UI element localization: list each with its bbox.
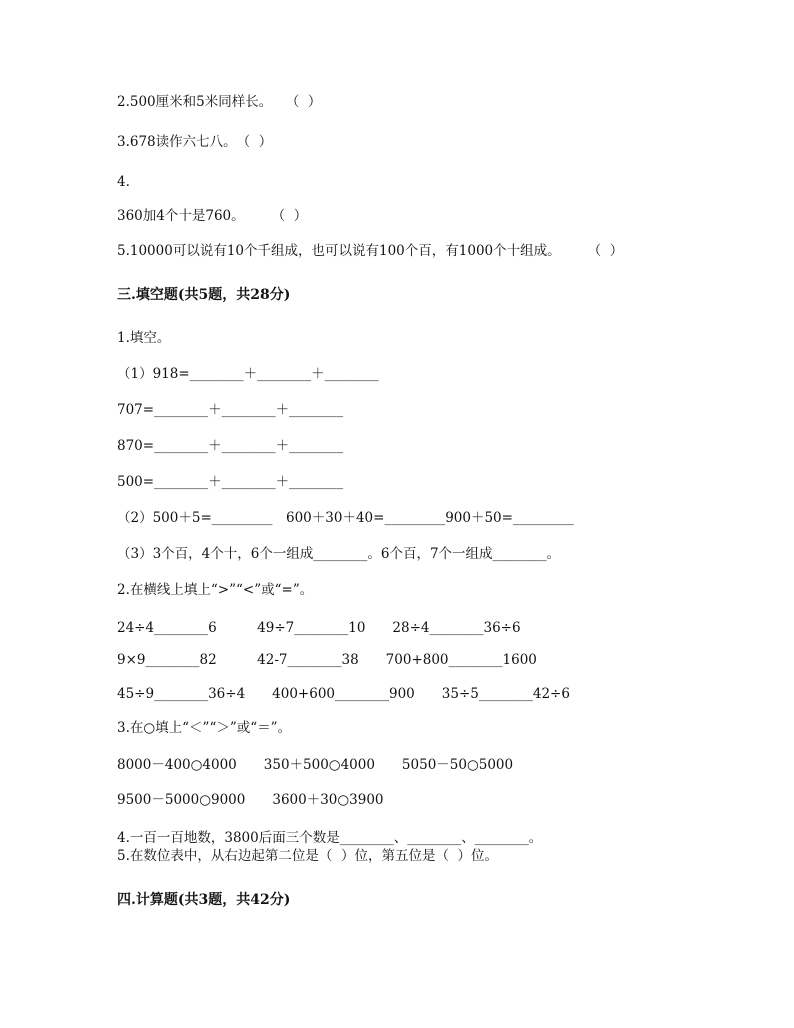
fill-q1-line-3: 870=________＋________＋________: [117, 438, 344, 454]
judge-q2: 2.500厘米和5米同样长。 （ ）: [117, 94, 322, 110]
judge-q4-number: 4.: [117, 174, 130, 190]
fill-q1-line-1: （1）918=________＋________＋________: [117, 366, 379, 382]
judge-q3: 3.678读作六七八。 （ ）: [117, 134, 273, 150]
judge-q4-text: 360加4个十是760。 （ ）: [117, 208, 308, 224]
fill-q1-line-6: （3）3个百，4个十，6个一组成________。6个百，7个一组成________。: [117, 546, 561, 562]
fill-q5: 5.在数位表中，从右边起第二位是（ ）位，第五位是（ ）位。: [117, 848, 499, 864]
fill-q3-row-2: 9500－5000○9000 3600＋30○3900: [117, 792, 384, 808]
section-3-heading: 三.填空题(共5题，共28分): [117, 287, 291, 303]
section-4-heading: 四.计算题(共3题，共42分): [117, 892, 291, 908]
fill-q4: 4.一百一百地数，3800后面三个数是________、________、________。: [117, 830, 543, 846]
fill-q3-row-1: 8000－400○4000 350＋500○4000 5050－50○5000: [117, 757, 514, 773]
fill-q2-row-2: 9×9________82 42-7________38 700+800________1600: [117, 652, 537, 668]
fill-q1-title: 1.填空。: [117, 330, 171, 346]
fill-q3-title: 3.在○填上“＜”“＞”或“＝”。: [117, 720, 292, 736]
fill-q1-line-4: 500=________＋________＋________: [117, 474, 344, 490]
fill-q1-line-5: （2）500＋5=_________ 600＋30＋40=_________900＋50=_________: [117, 510, 574, 526]
fill-q2-row-3: 45÷9________36÷4 400+600________900 35÷5________42÷6: [117, 686, 570, 702]
fill-q2-title: 2.在横线上填上“>”“<”或“=”。: [117, 582, 314, 598]
fill-q2-row-1: 24÷4________6 49÷7________10 28÷4________36÷6: [117, 620, 521, 636]
judge-q5: 5.10000可以说有10个千组成，也可以说有100个百，有1000个十组成。 （ ）: [117, 243, 624, 259]
fill-q1-line-2: 707=________＋________＋________: [117, 402, 344, 418]
